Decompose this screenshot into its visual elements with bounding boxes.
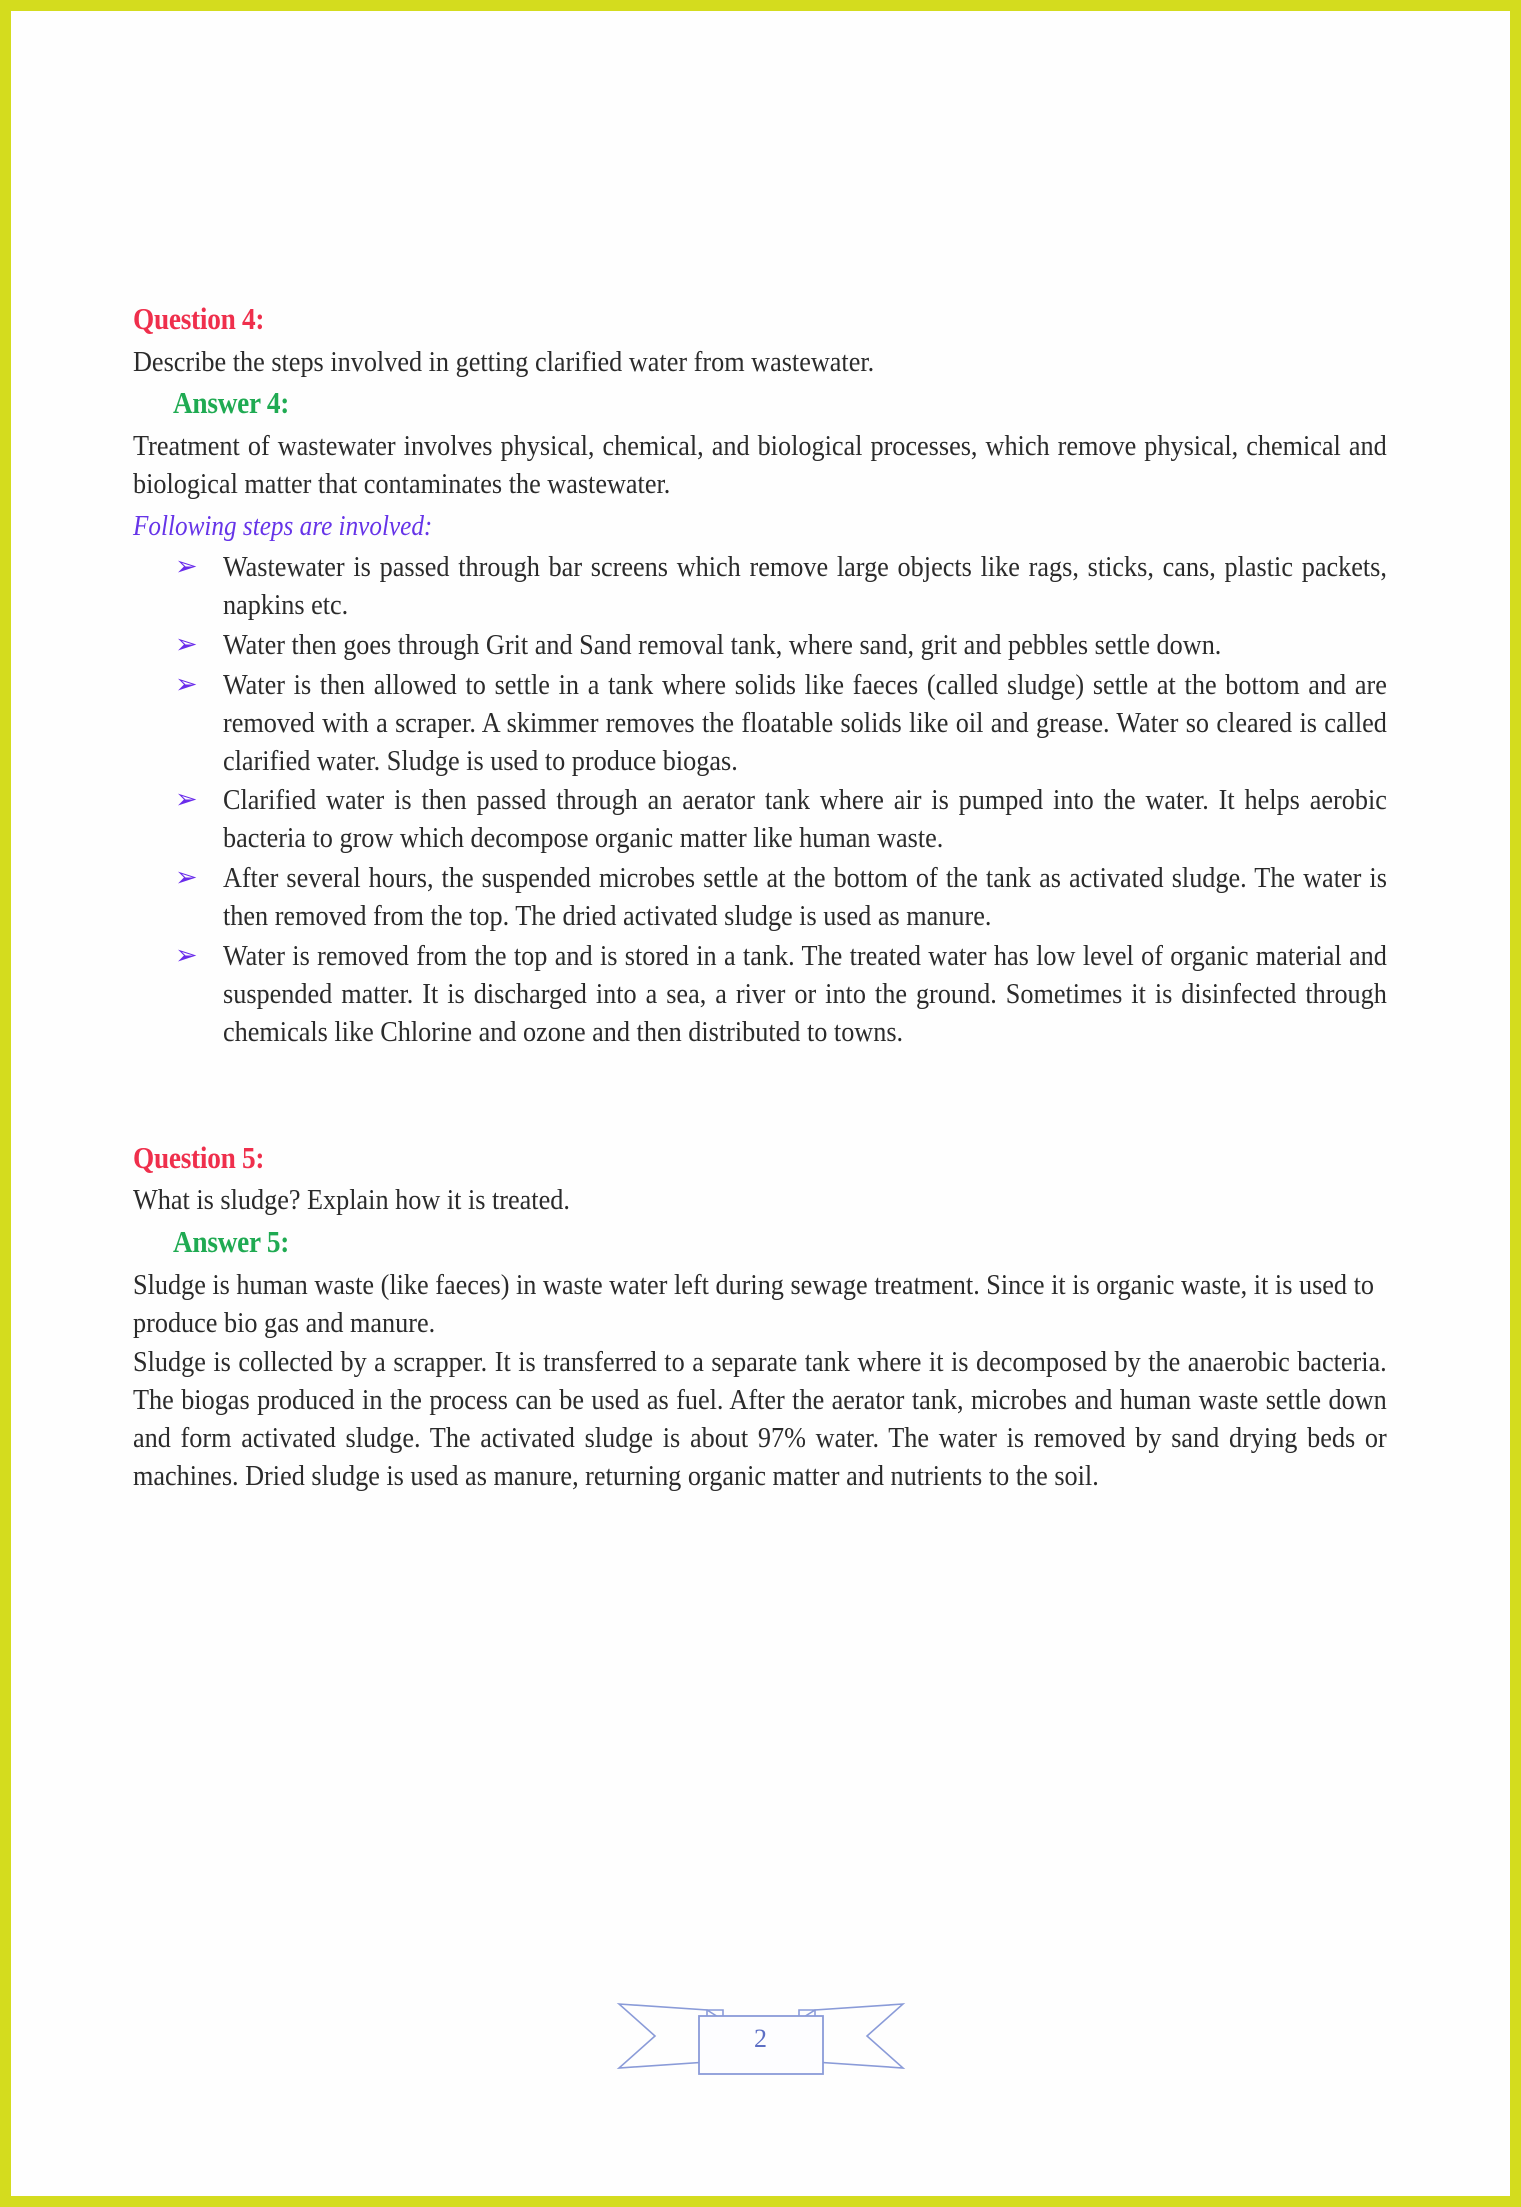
answer-5-paragraph-1: Sludge is human waste (like faeces) in waste water left during sewage treatment. Since it is organic waste, it is used to produce bio gas and manure.: [133, 1269, 1374, 1339]
question-4-heading: Question 4:: [133, 301, 265, 336]
answer-4-intro-paragraph: Treatment of wastewater involves physical, chemical, and biological processes, which remove physical, chemical and biological matter that contaminates the wastewater.: [133, 431, 1387, 500]
page-number: 2: [754, 2024, 767, 2053]
list-item-text: Wastewater is passed through bar screens which remove large objects like rags, sticks, cans, plastic packets, napkins etc.: [223, 552, 1387, 621]
list-item: [133, 860, 1389, 936]
arrow-bullet-icon: ➢: [175, 551, 198, 583]
list-item-text: Water then goes through Grit and Sand removal tank, where sand, grit and pebbles settle down.: [223, 629, 1222, 661]
page-border-bottom: [0, 2196, 1521, 2207]
answer-5-heading: Answer 5:: [173, 1224, 290, 1260]
arrow-bullet-icon: ➢: [175, 939, 198, 971]
section-spacer: [133, 1054, 1389, 1140]
list-item: [133, 667, 1389, 781]
list-item: [133, 782, 1389, 858]
page-border-top: [0, 0, 1521, 11]
page-footer: [11, 1986, 1510, 2106]
list-item: [133, 938, 1389, 1052]
list-item-text: Water is then allowed to settle in a tank where solids like faeces (called sludge) settle at the bottom and are removed with a scraper. A skimmer removes the floatable solids like oil and grease. Water so cleared is called clarified water. Sludge is used to produce biogas.: [223, 669, 1387, 777]
question-5-heading: Question 5:: [133, 1139, 265, 1175]
arrow-bullet-icon: ➢: [175, 668, 198, 700]
answer-4-steps-list: [133, 549, 1389, 1052]
arrow-bullet-icon: ➢: [175, 628, 198, 660]
question-section-5: [133, 1140, 1389, 1496]
list-item: [133, 549, 1389, 625]
arrow-bullet-icon: ➢: [175, 784, 198, 816]
answer-4-heading: Answer 4:: [173, 385, 290, 421]
page-border-left: [0, 0, 11, 2207]
question-section-4: [133, 301, 1389, 1052]
answer-4-lead-in: Following steps are involved:: [133, 510, 433, 542]
arrow-bullet-icon: ➢: [175, 862, 198, 894]
question-5-text: What is sludge? Explain how it is treated.: [133, 1185, 570, 1217]
question-4-text: Describe the steps involved in getting clarified water from wastewater.: [133, 346, 875, 378]
list-item-text: Water is removed from the top and is stored in a tank. The treated water has low level of organic material and suspended matter. It is discharged into a sea, a river or into the ground. Sometimes it is disinfected through chemicals like Chlorine and ozone and then distributed to towns.: [223, 940, 1387, 1048]
document-content: [133, 301, 1389, 1498]
answer-5-paragraph-2: Sludge is collected by a scrapper. It is transferred to a separate tank where it is decomposed by the anaerobic bacteria. The biogas produced in the process can be used as fuel. After the aerator tank, microbes and human waste settle down and form activated sludge. The activated sludge is about 97% water. The water is removed by sand drying beds or machines. Dried sludge is used as manure, returning organic matter and nutrients to the soil.: [133, 1347, 1387, 1493]
list-item-text: Clarified water is then passed through an aerator tank where air is pumped into the water. It helps aerobic bacteria to grow which decompose organic matter like human waste.: [223, 785, 1387, 855]
list-item: [133, 627, 1389, 665]
banner-ribbon: [611, 1986, 911, 2086]
page-border-right: [1510, 0, 1521, 2207]
page-inner-canvas: [11, 11, 1510, 2196]
list-item-text: After several hours, the suspended microbes settle at the bottom of the tank as activated sludge. The water is then removed from the top. The dried activated sludge is used as manure.: [223, 863, 1387, 933]
